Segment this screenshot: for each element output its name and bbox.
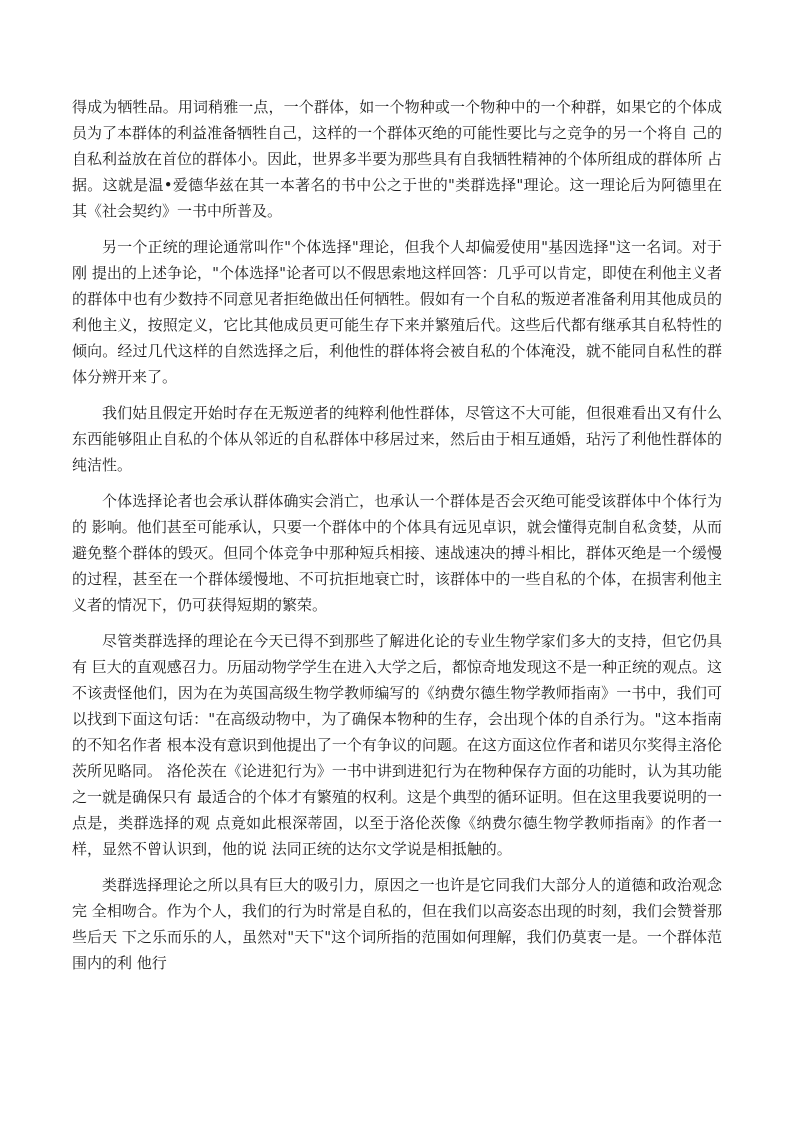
paragraph-4: 个体选择论者也会承认群体确实会消亡，也承认一个群体是否会灭绝可能受该群体中个体行为的 影响。他们甚至可能承认，只要一个群体中的个体具有远见卓识，就会懂得克制自私贪婪，从而避免整个群体的毁灭。但同个体竞争中那种短兵相接、速战速决的搏斗相比，群体灭绝是一个缓慢的过程，甚至在一个群体缓慢地、不可抗拒地衰亡时，该群体中的一些自私的个体，在损害利他主义者的情况下，仍可获得短期的繁荣。	[72, 492, 722, 614]
paragraph-1: 得成为牺牲品。用词稍雅一点，一个群体，如一个物种或一个物种中的一个种群，如果它的个体成员为了本群体的利益准备牺牲自己，这样的一个群体灭绝的可能性要比与之竞争的另一个将自 己的自私利益放在首位的群体小。因此，世界多半要为那些具有自我牺牲精神的个体所组成的群体所 占据。这就是温•爱德华兹在其一本著名的书中公之于世的"类群选择"理论。这一理论后为阿德里在其《社会契约》一书中所普及。	[72, 98, 722, 220]
document-page	[72, 94, 722, 986]
paragraph-3: 我们姑且假定开始时存在无叛逆者的纯粹利他性群体，尽管这不大可能，但很难看出又有什么东西能够阻止自私的个体从邻近的自私群体中移居过来，然后由于相互通婚，玷污了利他性群体的纯洁性。	[72, 404, 722, 474]
paragraph-2: 另一个正统的理论通常叫作"个体选择"理论，但我个人却偏爱使用"基因选择"这一名词。对于刚 提出的上述争论，"个体选择"论者可以不假思索地这样回答：几乎可以肯定，即使在利他主义者的群体中也有少数持不同意见者拒绝做出任何牺牲。假如有一个自私的叛逆者准备利用其他成员的利他主义，按照定义，它比其他成员更可能生存下来并繁殖后代。这些后代都有继承其自私特性的倾向。经过几代这样的自然选择之后，利他性的群体将会被自私的个体淹没，就不能同自私性的群体分辨开来了。	[72, 238, 722, 386]
paragraph-5: 尽管类群选择的理论在今天已得不到那些了解进化论的专业生物学家们多大的支持，但它仍具有 巨大的直观感召力。历届动物学学生在进入大学之后，都惊奇地发现这不是一种正统的观点。这不该责怪他们，因为在为英国高级生物学教师编写的《纳费尔德生物学教师指南》一书中，我们可以找到下面这句话："在高级动物中，为了确保本物种的生存，会出现个体的自杀行为。"这本指南的不知名作者 根本没有意识到他提出了一个有争议的问题。在这方面这位作者和诺贝尔奖得主洛伦茨所见略同。 洛伦茨在《论进犯行为》一书中讲到进犯行为在物种保存方面的功能时，认为其功能之一就是确保只有 最适合的个体才有繁殖的权利。这是个典型的循环证明。但在这里我要说明的一点是，类群选择的观 点竟如此根深蒂固，以至于洛伦茨像《纳费尔德生物学教师指南》的作者一样，显然不曾认识到，他的说 法同正统的达尔文学说是相抵触的。	[72, 632, 722, 858]
paragraph-6: 类群选择理论之所以具有巨大的吸引力，原因之一也许是它同我们大部分人的道德和政治观念完 全相吻合。作为个人，我们的行为时常是自私的，但在我们以高姿态出现的时刻，我们会赞誉那些后天 下之乐而乐的人，虽然对"天下"这个词所指的范围如何理解，我们仍莫衷一是。一个群体范围内的利 他行	[72, 876, 722, 972]
